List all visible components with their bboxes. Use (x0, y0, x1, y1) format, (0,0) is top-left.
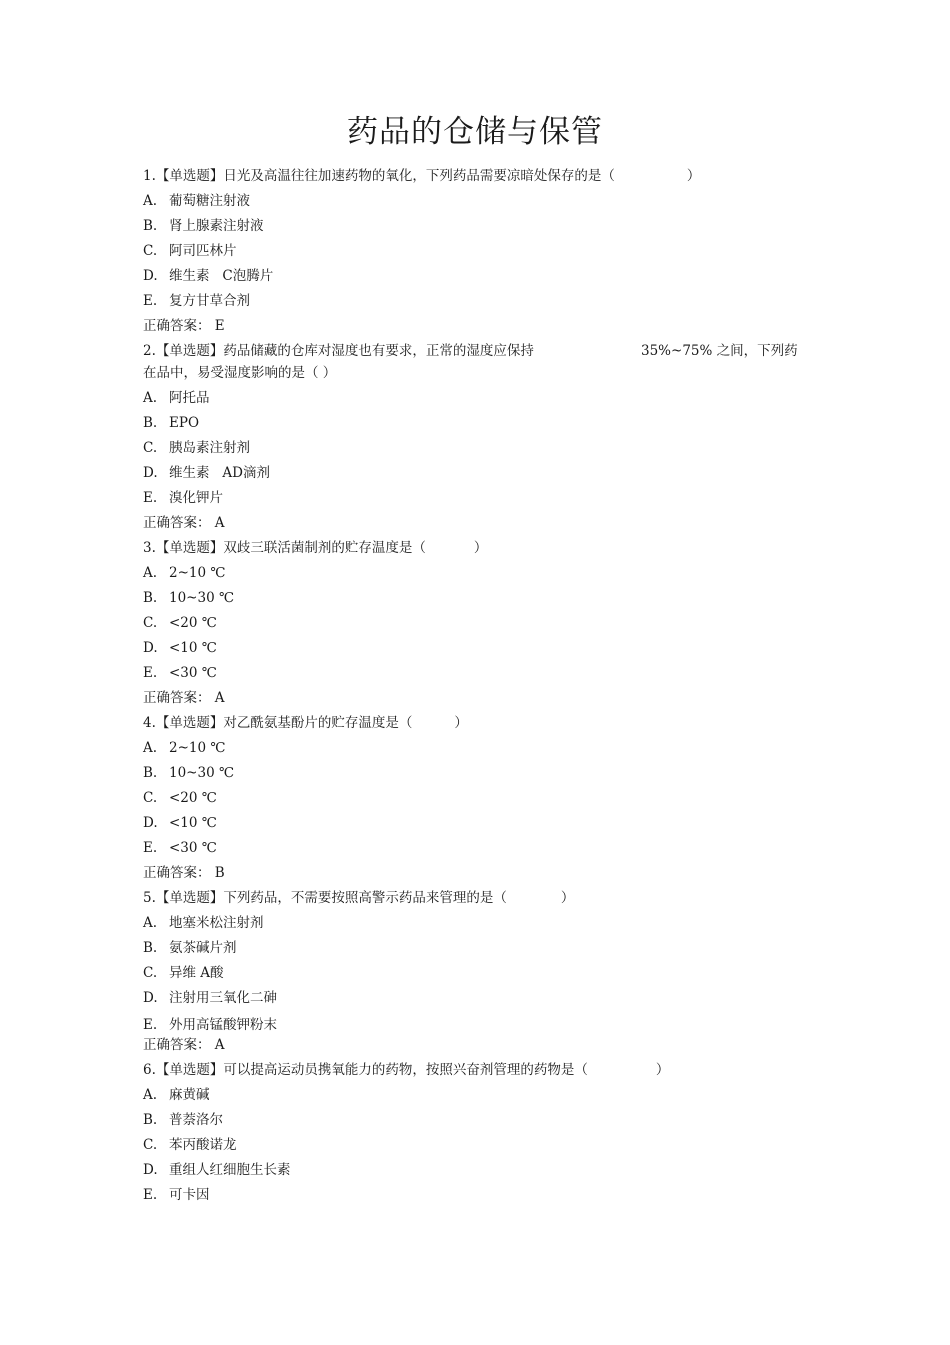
option-d[interactable] (143, 461, 813, 486)
question-stem (143, 536, 813, 561)
question-1 (143, 164, 813, 339)
question-text: 双歧三联活菌制剂的贮存温度是（ (223, 540, 426, 556)
answer-line (143, 511, 813, 536)
option-d[interactable] (143, 264, 813, 289)
option-text: 氨茶碱片剂 (169, 940, 237, 956)
option-a[interactable] (143, 911, 813, 936)
option-letter: D. (143, 268, 158, 284)
answer-line (143, 1033, 813, 1058)
option-text: <20 ℃ (169, 615, 217, 631)
question-5 (143, 886, 813, 1058)
option-letter: B. (143, 415, 158, 431)
option-letter: B. (143, 590, 158, 606)
question-number: 1. (143, 168, 156, 184)
option-c[interactable] (143, 611, 813, 636)
option-e[interactable] (143, 1183, 813, 1208)
option-letter: A. (143, 915, 158, 931)
question-close-paren: ） (686, 168, 701, 184)
option-letter: E. (143, 1187, 158, 1203)
option-c[interactable] (143, 786, 813, 811)
option-b[interactable] (143, 214, 813, 239)
option-b[interactable] (143, 411, 813, 436)
option-text: <30 ℃ (169, 665, 217, 681)
option-a[interactable] (143, 736, 813, 761)
option-e[interactable] (143, 661, 813, 686)
option-d[interactable] (143, 811, 813, 836)
option-letter: D. (143, 465, 158, 481)
question-close-paren: ） (454, 715, 468, 731)
question-type: 【单选题】 (155, 168, 224, 184)
option-text: 阿托品 (169, 390, 210, 406)
answer-label: 正确答案： (143, 1037, 211, 1053)
answer-value: B (214, 865, 225, 881)
answer-value: E (214, 318, 225, 334)
option-a[interactable] (143, 561, 813, 586)
option-d[interactable] (143, 636, 813, 661)
option-text: 维生素 AD滴剂 (169, 465, 270, 481)
option-letter: A. (143, 390, 158, 406)
option-letter: E. (143, 840, 158, 856)
option-letter: B. (143, 218, 158, 234)
question-6 (143, 1058, 813, 1208)
option-e[interactable] (143, 836, 813, 861)
option-c[interactable] (143, 239, 813, 264)
option-letter: C. (143, 965, 158, 981)
option-letter: C. (143, 1137, 158, 1153)
option-text: <30 ℃ (169, 840, 217, 856)
option-letter: A. (143, 1087, 158, 1103)
option-letter: D. (143, 990, 158, 1006)
option-text: 维生素 C泡腾片 (169, 268, 274, 284)
question-type: 【单选题】 (155, 890, 224, 906)
question-number: 4. (143, 715, 156, 731)
option-e[interactable] (143, 486, 813, 511)
question-text: 日光及高温往往加速药物的氧化，下列药品需要凉暗处保存的是（ (223, 168, 615, 184)
option-text: 重组人红细胞生长素 (169, 1162, 291, 1178)
option-c[interactable] (143, 1133, 813, 1158)
question-stem (143, 1058, 813, 1083)
option-text: 苯丙酸诺龙 (169, 1137, 237, 1153)
question-number: 3. (143, 540, 156, 556)
option-c[interactable] (143, 436, 813, 461)
option-d[interactable] (143, 986, 813, 1011)
option-letter: D. (143, 815, 158, 831)
answer-label: 正确答案： (143, 865, 211, 881)
question-type: 【单选题】 (155, 715, 224, 731)
option-a[interactable] (143, 386, 813, 411)
option-letter: C. (143, 243, 158, 259)
question-number: 2. (143, 343, 156, 359)
option-text: EPO (169, 415, 200, 431)
question-list (143, 164, 813, 1208)
option-text: 注射用三氧化二砷 (169, 990, 277, 1006)
question-stem-continued: 在品中，易受湿度影响的是（ ） (143, 365, 337, 381)
question-number: 6. (143, 1062, 156, 1078)
question-3 (143, 536, 813, 711)
option-text: 肾上腺素注射液 (169, 218, 264, 234)
option-c[interactable] (143, 961, 813, 986)
option-text: <10 ℃ (169, 815, 217, 831)
answer-line (143, 314, 813, 339)
answer-value: A (214, 515, 225, 531)
option-d[interactable] (143, 1158, 813, 1183)
question-stem (143, 164, 813, 189)
option-text: 异维 A酸 (169, 965, 224, 981)
question-text: 下列药品，不需要按照高警示药品来管理的是（ (223, 890, 507, 906)
option-e[interactable] (143, 1011, 813, 1033)
question-stem (143, 886, 813, 911)
answer-line (143, 686, 813, 711)
option-text: 可卡因 (169, 1187, 210, 1203)
option-letter: B. (143, 1112, 158, 1128)
answer-line (143, 861, 813, 886)
question-text: 可以提高运动员携氧能力的药物，按照兴奋剂管理的药物是（ (223, 1062, 588, 1078)
question-type: 【单选题】 (155, 343, 224, 359)
option-letter: E. (143, 293, 158, 309)
option-letter: C. (143, 440, 158, 456)
question-text: 药品储藏的仓库对湿度也有要求，正常的湿度应保持 (223, 343, 534, 359)
answer-value: A (214, 690, 225, 706)
option-b[interactable] (143, 761, 813, 786)
question-close-paren: ） (655, 1062, 670, 1078)
option-a[interactable] (143, 1083, 813, 1108)
option-b[interactable] (143, 586, 813, 611)
option-text: 溴化钾片 (169, 490, 223, 506)
option-text: 麻黄碱 (169, 1087, 210, 1103)
option-b[interactable] (143, 1108, 813, 1133)
question-type: 【单选题】 (155, 1062, 224, 1078)
option-a[interactable] (143, 189, 813, 214)
question-4 (143, 711, 813, 886)
option-letter: C. (143, 790, 158, 806)
option-text: 2~10 ℃ (169, 740, 226, 756)
option-text: 阿司匹林片 (169, 243, 237, 259)
option-letter: B. (143, 765, 158, 781)
option-text: 2~10 ℃ (169, 565, 226, 581)
answer-label: 正确答案： (143, 690, 211, 706)
question-text: 对乙酰氨基酚片的贮存温度是（ (223, 715, 413, 731)
question-close-paren: ） (560, 890, 575, 906)
question-stem (143, 339, 813, 364)
question-text-right: 35%~75% 之间，下列药 (641, 343, 798, 359)
option-letter: A. (143, 193, 158, 209)
option-text: 葡萄糖注射液 (169, 193, 250, 209)
question-stem (143, 711, 813, 736)
answer-label: 正确答案： (143, 515, 211, 531)
option-text: 10~30 ℃ (169, 590, 235, 606)
option-text: 普萘洛尔 (169, 1112, 223, 1128)
option-letter: D. (143, 640, 158, 656)
option-text: <10 ℃ (169, 640, 217, 656)
option-text: 外用高锰酸钾粉末 (169, 1017, 277, 1033)
question-2 (143, 339, 813, 536)
question-close-paren: ） (473, 540, 488, 556)
option-e[interactable] (143, 289, 813, 314)
option-letter: E. (143, 490, 158, 506)
option-letter: C. (143, 615, 158, 631)
option-letter: B. (143, 940, 158, 956)
question-number: 5. (143, 890, 156, 906)
option-text: 胰岛素注射剂 (169, 440, 250, 456)
option-letter: A. (143, 565, 158, 581)
option-letter: A. (143, 740, 158, 756)
answer-value: A (214, 1037, 225, 1053)
option-letter: D. (143, 1162, 158, 1178)
question-type: 【单选题】 (155, 540, 224, 556)
option-b[interactable] (143, 936, 813, 961)
option-letter: E. (143, 665, 158, 681)
option-text: 10~30 ℃ (169, 765, 235, 781)
answer-label: 正确答案： (143, 318, 211, 334)
option-text: <20 ℃ (169, 790, 217, 806)
document-title: 药品的仓储与保管 (347, 114, 603, 150)
option-text: 地塞米松注射剂 (169, 915, 264, 931)
option-text: 复方甘草合剂 (169, 293, 250, 309)
option-letter: E. (143, 1017, 158, 1033)
